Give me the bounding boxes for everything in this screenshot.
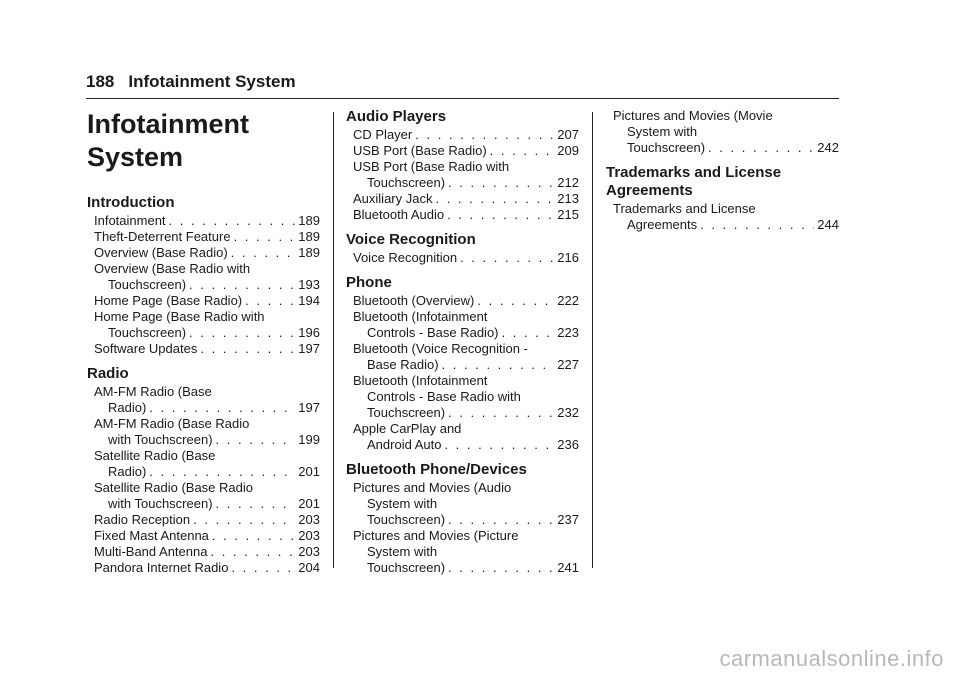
toc-entry-text: Bluetooth Audio: [353, 207, 445, 222]
dot-leader: [200, 341, 295, 357]
toc-entry[interactable]: [87, 448, 320, 480]
toc-entry-text: Home Page (Base Radio): [94, 293, 243, 308]
toc-entry-text: Touchscreen): [367, 560, 446, 575]
toc-entry-text: with Touchscreen): [108, 496, 213, 511]
dot-leader: [212, 528, 295, 544]
toc-page-number: 203: [298, 528, 320, 543]
toc-page-number: 204: [298, 560, 320, 575]
toc-entry-text: Pictures and Movies (Picture: [353, 528, 519, 543]
section-heading: Voice Recognition: [346, 231, 476, 248]
toc-entry[interactable]: [87, 416, 320, 448]
toc-entry[interactable]: [346, 480, 579, 528]
dot-leader: [490, 143, 555, 159]
toc-entry[interactable]: [87, 341, 320, 357]
toc-page-number: 189: [298, 229, 320, 244]
toc-entry-text: Overview (Base Radio): [94, 245, 228, 260]
toc-page-number: 223: [557, 325, 579, 340]
page-number: 188: [86, 72, 115, 91]
toc-entry-text: Bluetooth (Voice Recognition -: [353, 341, 528, 356]
toc-entry-text: Multi-Band Antenna: [94, 544, 208, 559]
toc-page-number: 242: [817, 140, 839, 155]
toc-entry[interactable]: [346, 159, 579, 191]
toc-entry[interactable]: [87, 528, 320, 544]
toc-entry-text: Touchscreen): [108, 277, 187, 292]
dot-leader: [231, 560, 295, 576]
toc-entry-text: Fixed Mast Antenna: [94, 528, 209, 543]
toc-page-number: 203: [298, 512, 320, 527]
dot-leader: [435, 191, 554, 207]
running-header-title: Infotainment System: [128, 72, 296, 91]
section-heading: Bluetooth Phone/Devices: [346, 461, 527, 478]
toc-page-number: 189: [298, 213, 320, 228]
dot-leader: [448, 175, 554, 191]
toc-entry[interactable]: [346, 191, 579, 207]
toc-entry-text: AM-FM Radio (Base: [94, 384, 212, 399]
toc-entry-text: Infotainment: [94, 213, 166, 228]
toc-entry[interactable]: [346, 341, 579, 373]
section-heading: Audio Players: [346, 108, 447, 125]
toc-entry[interactable]: [346, 421, 579, 453]
section-heading: Radio: [87, 365, 129, 382]
toc-entry-text: AM-FM Radio (Base Radio: [94, 416, 250, 431]
toc-section: [346, 453, 579, 576]
toc-entry[interactable]: [346, 127, 579, 143]
toc-entry[interactable]: [87, 544, 320, 560]
toc-entry-text: Radio Reception: [94, 512, 191, 527]
toc-page-number: 237: [557, 512, 579, 527]
dot-leader: [216, 432, 296, 448]
toc-entry-text: Radio): [108, 400, 147, 415]
toc-page-number: 194: [298, 293, 320, 308]
toc-section: [87, 194, 320, 357]
dot-leader: [502, 325, 555, 341]
toc-page-number: 222: [557, 293, 579, 308]
dot-leader: [231, 245, 296, 261]
toc-entry-text: Touchscreen): [627, 140, 706, 155]
toc-entry-text: Satellite Radio (Base Radio: [94, 480, 253, 495]
toc-entry-text: Bluetooth (Overview): [353, 293, 475, 308]
toc-entry-text: Home Page (Base Radio with: [94, 309, 265, 324]
toc-entry-text: Trademarks and License: [613, 201, 756, 216]
dot-leader: [189, 277, 295, 293]
toc-page-number: 203: [298, 544, 320, 559]
toc-section: [346, 108, 579, 223]
toc-page-number: 212: [557, 175, 579, 190]
toc-entry[interactable]: [606, 201, 839, 233]
toc-entry[interactable]: [87, 293, 320, 309]
toc-entry-text: Pandora Internet Radio: [94, 560, 229, 575]
toc-entry-text: Satellite Radio (Base: [94, 448, 216, 463]
toc-entry[interactable]: [346, 373, 579, 421]
toc-page-number: 197: [298, 341, 320, 356]
toc-entry-text: Pictures and Movies (Movie: [613, 108, 773, 123]
toc-page-number: 216: [557, 250, 579, 265]
toc-entry[interactable]: [87, 245, 320, 261]
toc-page-number: 189: [298, 245, 320, 260]
toc-page-number: 232: [557, 405, 579, 420]
toc-page-number: 213: [557, 191, 579, 206]
toc-entry[interactable]: [346, 207, 579, 223]
toc-entry-text: Touchscreen): [367, 405, 446, 420]
toc-entry[interactable]: [346, 143, 579, 159]
toc-entry-text: Touchscreen): [367, 175, 446, 190]
toc-section: [346, 223, 579, 266]
toc-entry-text: Pictures and Movies (Audio: [353, 480, 512, 495]
toc-page-number: 201: [298, 464, 320, 479]
dot-leader: [189, 325, 295, 341]
toc-entry-text: Bluetooth (Infotainment: [353, 373, 488, 388]
toc-entry[interactable]: [87, 384, 320, 416]
toc-section: [87, 357, 320, 576]
watermark: carmanualsonline.info: [719, 646, 944, 671]
toc-entry[interactable]: [346, 309, 579, 341]
toc-entry[interactable]: [87, 261, 320, 293]
dot-leader: [216, 496, 296, 512]
toc-section: [606, 156, 839, 233]
toc-entry-text: with Touchscreen): [108, 432, 213, 447]
toc-page-number: 201: [298, 496, 320, 511]
dot-leader: [169, 213, 296, 229]
toc-page-number: 199: [298, 432, 320, 447]
dot-leader: [708, 140, 814, 156]
toc-entry[interactable]: [346, 250, 579, 266]
dot-leader: [149, 464, 295, 480]
toc-entry-text: USB Port (Base Radio): [353, 143, 487, 158]
toc-page-number: 209: [557, 143, 579, 158]
dot-leader: [477, 293, 554, 309]
column-divider-1: [333, 112, 334, 568]
dot-leader: [149, 400, 295, 416]
toc-entry-text: CD Player: [353, 127, 413, 142]
toc-entry-text: Overview (Base Radio with: [94, 261, 251, 276]
chapter-title-line: Infotainment: [87, 109, 249, 139]
toc-entry-text: Agreements: [627, 217, 698, 232]
dot-leader: [193, 512, 295, 528]
toc-entry-text: Auxiliary Jack: [353, 191, 433, 206]
dot-leader: [447, 207, 554, 223]
column-divider-2: [592, 112, 593, 568]
toc-entry[interactable]: [87, 560, 320, 576]
toc-section: [606, 108, 839, 156]
dot-leader: [210, 544, 295, 560]
header-rule: [86, 98, 839, 99]
dot-leader: [442, 357, 555, 373]
running-header: [86, 72, 296, 92]
toc-page-number: 193: [298, 277, 320, 292]
toc-entry[interactable]: [606, 108, 839, 156]
chapter-title: [87, 108, 320, 174]
toc-entry-text: System with: [367, 496, 438, 511]
chapter-title-line: System: [87, 142, 184, 172]
toc-section: [346, 266, 579, 453]
dot-leader: [460, 250, 554, 266]
section-heading: Introduction: [87, 194, 175, 211]
dot-leader: [234, 229, 296, 245]
dot-leader: [700, 217, 814, 233]
toc-entry-text: System with: [367, 544, 438, 559]
toc-page-number: 197: [298, 400, 320, 415]
toc-column-1: [87, 108, 320, 576]
section-heading: Phone: [346, 274, 392, 291]
toc-entry-text: Touchscreen): [108, 325, 187, 340]
dot-leader: [245, 293, 295, 309]
toc-page-number: 196: [298, 325, 320, 340]
toc-column-2: [346, 108, 579, 576]
toc-page-number: 227: [557, 357, 579, 372]
toc-entry-text: Bluetooth (Infotainment: [353, 309, 488, 324]
toc-entry[interactable]: [87, 309, 320, 341]
dot-leader: [448, 512, 554, 528]
toc-entry-text: Base Radio): [367, 357, 439, 372]
dot-leader: [444, 437, 554, 453]
toc-page-number: 241: [557, 560, 579, 575]
toc-entry-text: Touchscreen): [367, 512, 446, 527]
dot-leader: [448, 405, 554, 421]
toc-entry[interactable]: [87, 229, 320, 245]
toc-entry-text: USB Port (Base Radio with: [353, 159, 510, 174]
toc-entry-text: Voice Recognition: [353, 250, 458, 265]
toc-page-number: 236: [557, 437, 579, 452]
toc-page-number: 207: [557, 127, 579, 142]
toc-entry-text: Apple CarPlay and: [353, 421, 462, 436]
toc-entry-text: Theft-Deterrent Feature: [94, 229, 231, 244]
section-heading: Trademarks and License Agreements: [606, 164, 782, 199]
dot-leader: [448, 560, 554, 576]
toc-entry[interactable]: [87, 213, 320, 229]
dot-leader: [415, 127, 554, 143]
toc-entry-text: Controls - Base Radio with: [367, 389, 521, 404]
toc-entry[interactable]: [346, 293, 579, 309]
toc-entry-text: System with: [627, 124, 698, 139]
toc-page-number: 215: [557, 207, 579, 222]
toc-entry-text: Android Auto: [367, 437, 442, 452]
toc-entry-text: Controls - Base Radio): [367, 325, 499, 340]
toc-entry-text: Software Updates: [94, 341, 198, 356]
toc-page-number: 244: [817, 217, 839, 232]
toc-entry[interactable]: [346, 528, 579, 576]
toc-entry[interactable]: [87, 480, 320, 512]
toc-entry[interactable]: [87, 512, 320, 528]
toc-column-3: [606, 108, 839, 233]
toc-entry-text: Radio): [108, 464, 147, 479]
